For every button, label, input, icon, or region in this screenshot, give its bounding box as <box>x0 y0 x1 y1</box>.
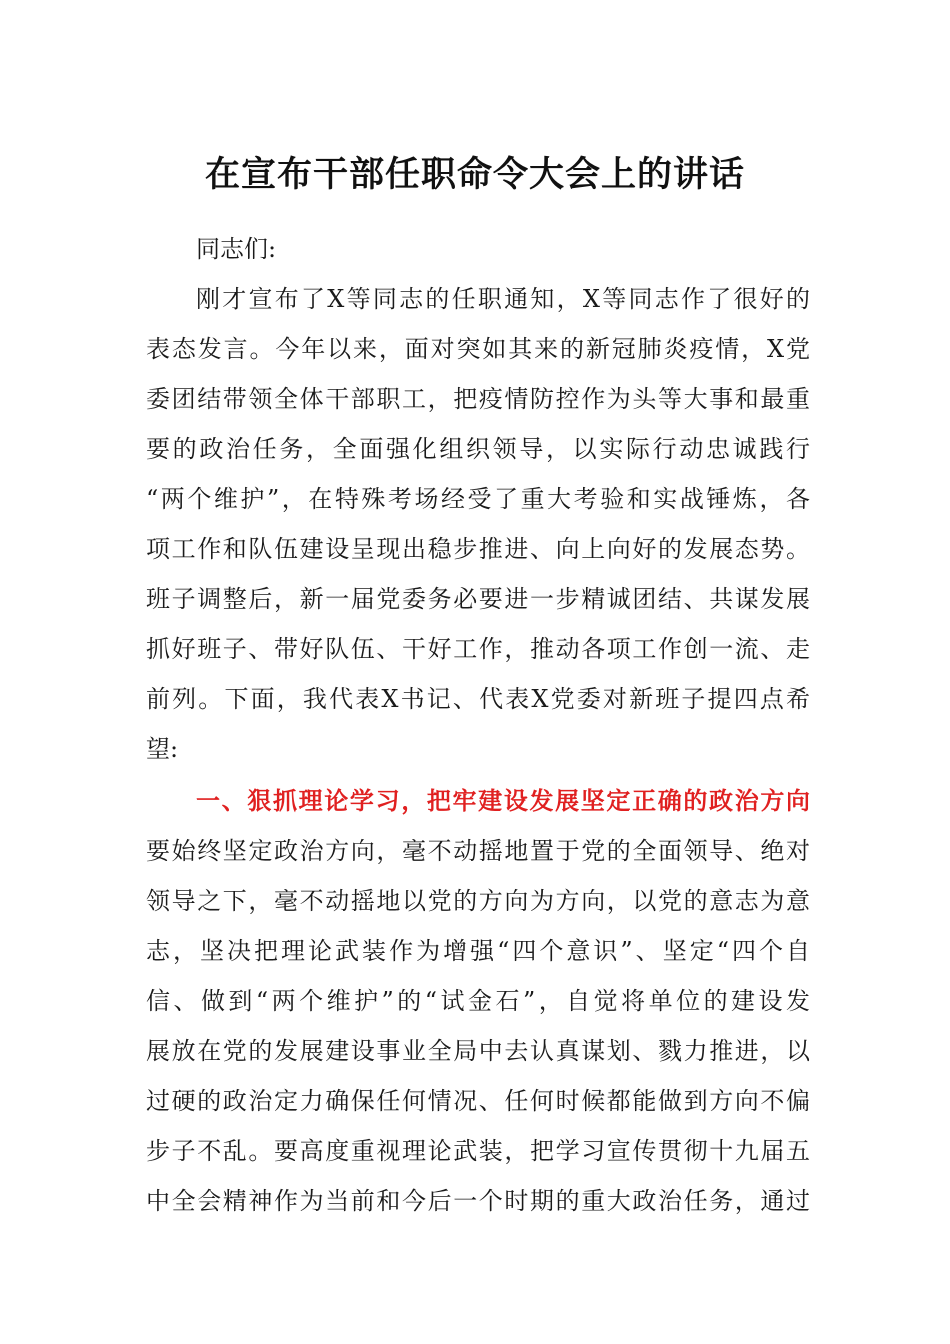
paragraph-line: 项工作和队伍建设呈现出稳步推进、向上向好的发展态势。 <box>146 535 810 563</box>
paragraph-line: 表态发言。今年以来，面对突如其来的新冠肺炎疫情，X党 <box>146 335 810 363</box>
paragraph-line: 展放在党的发展建设事业全局中去认真谋划、戮力推进，以 <box>146 1037 810 1065</box>
paragraph-line: 要的政治任务，全面强化组织领导，以实际行动忠诚践行 <box>146 435 810 463</box>
section-heading: 一、狠抓理论学习，把牢建设发展坚定正确的政治方向 <box>196 786 810 815</box>
paragraph-line: 志，坚决把理论武装作为增强“四个意识”、坚定“四个自 <box>146 937 810 965</box>
document-title: 在宣布干部任职命令大会上的讲话 <box>204 154 745 195</box>
greeting-line: 同志们: <box>196 235 277 263</box>
paragraph-line: “两个维护”，在特殊考场经受了重大考验和实战锤炼，各 <box>146 485 810 513</box>
paragraph-line: 步子不乱。要高度重视理论武装，把学习宣传贯彻十九届五 <box>146 1137 810 1165</box>
paragraph-line: 领导之下，毫不动摇地以党的方向为方向，以党的意志为意 <box>146 887 810 915</box>
paragraph-line: 望: <box>146 735 179 763</box>
paragraph-line: 前列。下面，我代表X书记、代表X党委对新班子提四点希 <box>146 685 810 713</box>
paragraph-line: 过硬的政治定力确保任何情况、任何时候都能做到方向不偏 <box>146 1087 810 1115</box>
paragraph-line: 委团结带领全体干部职工，把疫情防控作为头等大事和最重 <box>146 385 810 413</box>
paragraph-line: 抓好班子、带好队伍、干好工作，推动各项工作创一流、走 <box>146 635 810 663</box>
document-body <box>146 224 810 1324</box>
paragraph-line: 信、做到“两个维护”的“试金石”，自觉将单位的建设发 <box>146 987 810 1015</box>
paragraph-line: 要始终坚定政治方向，毫不动摇地置于党的全面领导、绝对 <box>146 837 810 865</box>
paragraph-line: 中全会精神作为当前和今后一个时期的重大政治任务，通过 <box>146 1187 810 1215</box>
paragraph-line: 刚才宣布了X等同志的任职通知，X等同志作了很好的 <box>196 285 810 313</box>
paragraph-line: 班子调整后，新一届党委务必要进一步精诚团结、共谋发展 <box>146 585 810 613</box>
